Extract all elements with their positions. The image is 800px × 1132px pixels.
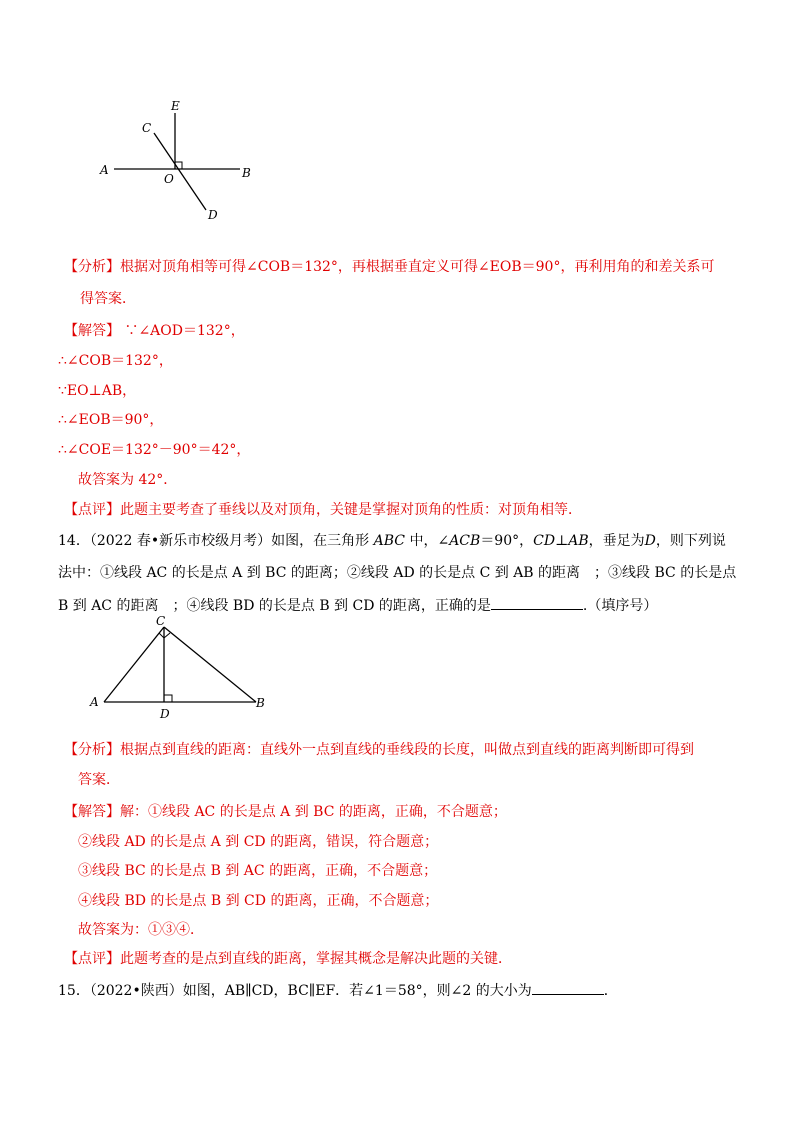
q14-solution-line5: 故答案为：①③④． [78, 922, 204, 938]
label-d: D [208, 208, 218, 222]
label-c: C [156, 615, 166, 628]
label-c: C [142, 121, 152, 135]
label-a: A [100, 163, 109, 177]
q13-analysis-line1: 【分析】根据对顶角相等可得∠COB＝132°，再根据垂直定义可得∠EOB＝90°，再利用角的和差关系可 [64, 259, 715, 275]
label-a: A [90, 695, 99, 709]
label-b: B [242, 166, 251, 180]
q14-stem-line1: 14．（2022 春•新乐市校级月考）如图，在三角形 ABC 中，∠ACB＝90°，CD⊥AB，垂足为D，则下列说 [58, 533, 726, 549]
q13-analysis-line2: 得答案． [80, 291, 136, 307]
q14-solution-line1: 【解答】解：①线段 AC 的长是点 A 到 BC 的距离，正确，不合题意； [64, 804, 507, 820]
figure-right-triangle [86, 615, 276, 723]
q14-solution-line4: ④线段 BD 的长是点 B 到 CD 的距离，正确，不合题意； [78, 893, 439, 909]
q15-number: 15． [58, 983, 90, 999]
q14-source: （2022 春•新乐市校级月考） [89, 533, 272, 549]
q13-comment-tag: 【点评】 [64, 502, 120, 518]
q14-solution-line3: ③线段 BC 的长是点 B 到 AC 的距离，正确，不合题意； [78, 863, 438, 879]
q14-comment-tag: 【点评】 [64, 951, 120, 967]
label-b: B [256, 696, 265, 710]
q13-solution-line1: 【解答】 ∵∠AOD＝132°， [64, 323, 245, 339]
q13-solution-line4: ∴∠EOB＝90°， [58, 412, 164, 428]
q13-solution-line3: ∵EO⊥AB， [58, 383, 137, 399]
q15-answer-blank[interactable] [532, 980, 604, 995]
q14-answer-blank[interactable] [491, 595, 583, 610]
label-d: D [160, 707, 170, 721]
q14-comment: 【点评】此题考查的是点到直线的距离，掌握其概念是解决此题的关键． [64, 951, 512, 967]
q14-solution-line2: ②线段 AD 的长是点 A 到 CD 的距离，错误，符合题意； [78, 834, 439, 850]
right-angle-mark-d [164, 695, 172, 702]
q13-analysis-tag: 【分析】 [64, 259, 120, 275]
side-ac [104, 627, 164, 702]
label-e: E [171, 99, 180, 113]
q14-stem-line3: B 到 AC 的距离 ；④线段 BD 的长是点 B 到 CD 的距离，正确的是 .（填序号） [58, 595, 657, 616]
q13-comment: 【点评】此题主要考查了垂线以及对顶角，关键是掌握对顶角的性质：对顶角相等． [64, 502, 582, 518]
q15-stem: 15．（2022•陕西）如图，AB∥CD，BC∥EF．若∠1＝58°，则∠2 的大小为 ． [58, 980, 618, 1001]
q14-number: 14． [58, 533, 90, 549]
q13-solution-tag: 【解答】 [64, 323, 120, 339]
side-cb [164, 627, 256, 702]
label-o: O [164, 172, 174, 186]
q15-source: （2022•陕西） [89, 983, 183, 999]
q14-stem-line2: 法中：①线段 AC 的长是点 A 到 BC 的距离；②线段 AD 的长是点 C 到 AB 的距离 ；③线段 BC 的长是点 [58, 565, 737, 581]
line-cd [154, 133, 206, 210]
q14-analysis-tag: 【分析】 [64, 742, 120, 758]
q13-solution-line2: ∴∠COB＝132°， [58, 353, 173, 369]
figure-angle-diagram [90, 95, 270, 225]
q13-solution-line6: 故答案为 42°． [78, 472, 178, 488]
q13-solution-line5: ∴∠COE＝132°－90°＝42°， [58, 442, 251, 458]
q14-analysis-line1: 【分析】根据点到直线的距离：直线外一点到直线的垂线段的长度，叫做点到直线的距离判断即可得到 [64, 742, 694, 758]
q14-analysis-line2: 答案． [78, 772, 120, 788]
q14-solution-tag: 【解答】 [64, 804, 120, 820]
